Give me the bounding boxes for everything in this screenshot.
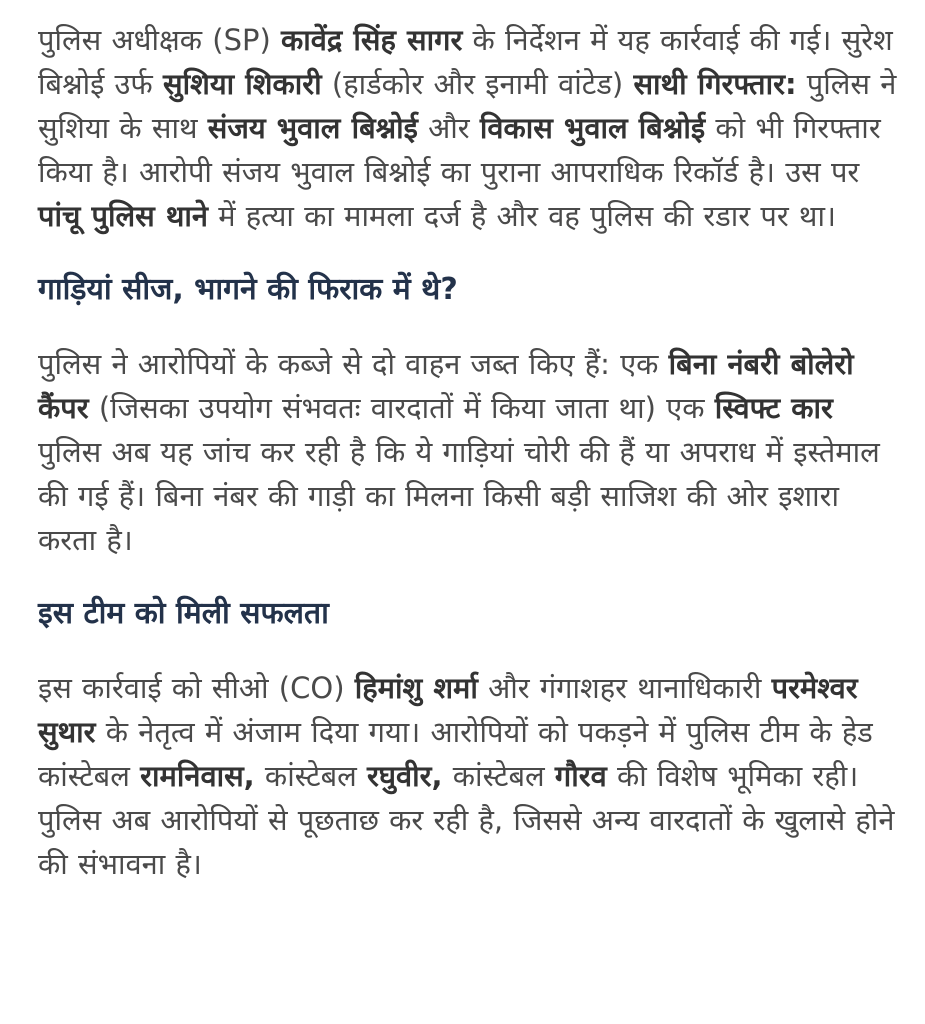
constable-name: रामनिवास, xyxy=(140,759,255,793)
constable-name: रघुवीर, xyxy=(367,759,443,793)
paragraph-vehicles xyxy=(38,342,900,562)
text-run: (हार्डकोर और इनामी वांटेड) xyxy=(321,67,634,101)
text-run: पुलिस अधीक्षक (SP) xyxy=(38,23,281,57)
text-run: के नेतृत्व में अंजाम दिया गया। आरोपियों को पकड़ने में पुलिस टीम के हेड xyxy=(95,715,873,749)
section-heading-vehicles: गाड़ियां सीज, भागने की फिराक में थे? xyxy=(38,272,458,307)
accused-alias: सुशिया शिकारी xyxy=(163,67,322,101)
text-run: इस कार्रवाई को सीओ (CO) xyxy=(38,671,355,705)
text-run: में हत्या का मामला दर्ज है और वह पुलिस की रडार पर था। xyxy=(207,199,836,233)
text-run: कांस्टेबल xyxy=(38,759,141,793)
text-run: पुलिस अब यह जांच कर रही है कि ये गाड़ियां चोरी की हैं या अपराध में इस्तेमाल की गई हैं। बिना नंबर की गाड़ी का मिलना किसी बड़ी साजिश की ओर इशारा करता है। xyxy=(38,435,880,557)
text-run: पुलिस ने सुशिया के साथ xyxy=(38,67,897,145)
text-run: कांस्टेबल xyxy=(254,759,368,793)
accused-name: संजय भुवाल बिश्नोई xyxy=(207,111,418,145)
text-run: कांस्टेबल xyxy=(442,759,555,793)
text-run: और गंगाशहर थानाधिकारी xyxy=(477,671,772,705)
text-run: (जिसका उपयोग संभवतः वारदातों में किया जाता था) एक xyxy=(88,391,715,425)
constable-name: गौरव xyxy=(554,759,607,793)
text-run: की विशेष भूमिका रही। पुलिस अब आरोपियों से पूछताछ कर रही है, जिससे अन्य वारदातों के खुलासे होने की संभावना है। xyxy=(38,759,895,881)
accused-name: विकास भुवाल बिश्नोई xyxy=(479,111,706,145)
text-run: को भी गिरफ्तार किया है। आरोपी संजय भुवाल बिश्नोई का पुराना आपराधिक रिकॉर्ड है। उस पर xyxy=(38,111,881,189)
sp-name: कावेंद्र सिंह सागर xyxy=(281,23,463,57)
paragraph-team xyxy=(38,666,900,886)
police-station-name: पांचू पुलिस थाने xyxy=(38,199,208,233)
officer-name: परमेश्वर सुथार xyxy=(38,671,858,749)
text-run: पुलिस ने आरोपियों के कब्जे से दो वाहन जब्त किए हैं: एक xyxy=(38,347,669,381)
paragraph-arrest-details xyxy=(38,18,900,238)
article-body xyxy=(38,18,900,886)
text-run: के निर्देशन में यह कार्रवाई की गई। सुरेश बिश्नोई उर्फ xyxy=(38,23,893,101)
vehicle-name: स्विफ्ट कार xyxy=(714,391,833,425)
section-heading-team: इस टीम को मिली सफलता xyxy=(38,596,329,631)
subheading-inline: साथी गिरफ्तार: xyxy=(633,67,797,101)
text-run: और xyxy=(417,111,480,145)
vehicle-name: बिना नंबरी बोलेरो कैंपर xyxy=(38,347,854,425)
officer-name: हिमांशु शर्मा xyxy=(354,671,478,705)
